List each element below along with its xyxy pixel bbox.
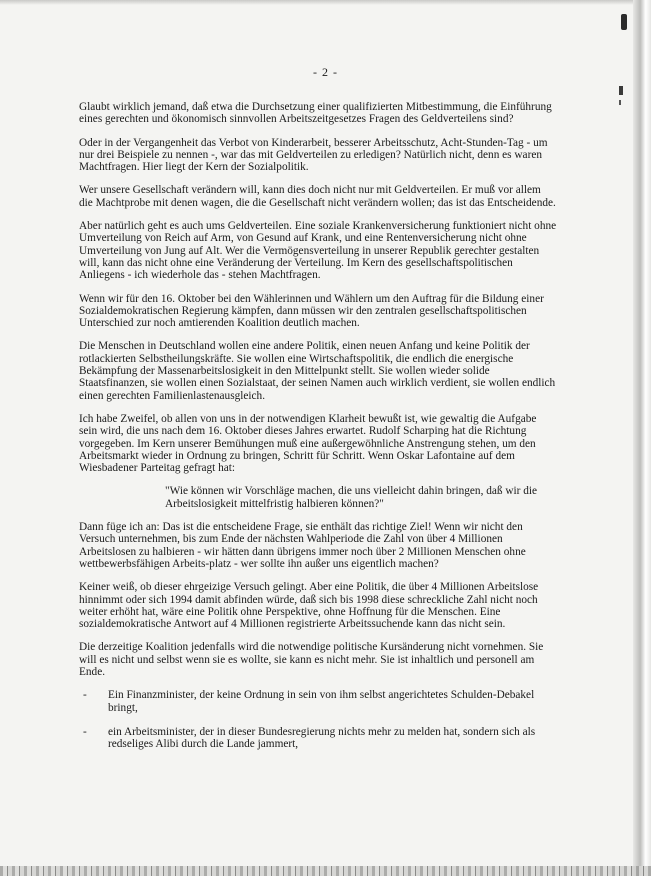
paragraph: Die Menschen in Deutschland wollen eine andere Politik, einen neuen Anfang und keine Politik der rotlackierten Selbstheilungskräfte. Sie wollen eine Wirtschaftspolitik, die endlich die energische Bekämpfung der Massenarbeitslosigkeit in den Mittelpunkt stellt. Sie wollen wieder solide Staatsfinanzen, sie wollen einen Sozialstaat, der seinen Namen auch wirklich verdient, sie wollen endlich einen gerechten Familienlastenausgleich. — [79, 340, 556, 402]
bullet-marker: - — [83, 689, 87, 702]
page-number: - 2 - — [313, 65, 338, 79]
paragraph: Ich habe Zweifel, ob allen von uns in der notwendigen Klarheit bewußt ist, wie gewaltig die Aufgabe sein wird, die uns nach dem 16. Oktober dieses Jahres erwartet. Rudolf Scharping hat die Richtung vorgegeben. Im Kern unserer Bemühungen muß eine außergewöhnliche Anstrengung stehen, um den Arbeitsmarkt wieder in Ordnung zu bringen, Schritt für Schritt. Wenn Oskar Lafontaine auf dem Wiesbadener Parteitag gefragt hat: — [79, 412, 537, 475]
bullet-marker: - — [83, 725, 87, 738]
list-item — [79, 726, 557, 751]
binding-mark — [621, 14, 627, 30]
page-bottom-edge — [0, 866, 651, 876]
paragraph: Keiner weiß, ob dieser ehrgeizige Versuch gelingt. Aber eine Politik, die über 4 Millionen Arbeitslose hinnimmt oder sich 1994 damit abfinden würde, daß sich bis 1998 diese schreckliche Zahl nicht noch weiter erhöht hat, wäre eine Politik ohne Perspektive, ohne Hoffnung für die Menschen. Eine sozialdemokratische Antwort auf 4 Millionen registrierte Arbeitssuchende kann das nicht sein. — [79, 581, 539, 631]
paragraph: Die derzeitige Koalition jedenfalls wird die notwendige politische Kursänderung nicht vornehmen. Sie will es nicht und selbst wenn sie es wollte, sie kann es nicht mehr. Sie ist inhaltlich und personell am Ende. — [79, 641, 544, 678]
paragraph: Oder in der Vergangenheit das Verbot von Kinderarbeit, besserer Arbeitsschutz, Acht-Stunden-Tag - um nur drei Beispiele zu nennen -, war das mit Geldverteilen zu erledigen? Natürlich nicht, denn es waren Machtfragen. Hier liegt der Kern der Sozialpolitik. — [79, 136, 548, 174]
list-item — [79, 689, 557, 714]
paragraph: Wenn wir für den 16. Oktober bei den Wählerinnen und Wählern um den Auftrag für die Bildung einer Sozialdemokratischen Regierung kämpfen, dann müssen wir den zentralen gesellschaftspolitischen Unterschied zur noch amtierenden Koalition deutlich machen. — [79, 292, 544, 330]
paragraph: Wer unsere Gesellschaft verändern will, kann dies doch nicht nur mit Geldverteilen. Er muß vor allem die Machtprobe mit denen wagen, die die Gesellschaft nicht verändern wollen; das ist das Entscheidende. — [79, 184, 556, 209]
list-item-text: ein Arbeitsminister, der in dieser Bundesregierung nichts mehr zu melden hat, sondern sich als redseliges Alibi durch die Lande jammert, — [108, 725, 536, 751]
scan-speck — [619, 86, 623, 95]
page-right-edge — [633, 0, 651, 876]
block-quote: "Wie können wir Vorschläge machen, die uns vielleicht dahin bringen, daß wir die Arbeitslosigkeit mittelfristig halbieren können?" — [165, 485, 538, 510]
paragraph: Dann füge ich an: Das ist die entscheidene Frage, sie enthält das richtige Ziel! Wenn wir nicht den Versuch unternehmen, bis zum Ende der nächsten Wahlperiode die Zahl von über 4 Millionen Arbeitslosen zu halbieren - wir hätten dann übrigens immer noch über 2 Millionen Menschen ohne wettbewerbsfähigen Arbeits-platz - wer sollte ihn außer uns eigentlich machen? — [79, 521, 526, 570]
paragraph: Aber natürlich geht es auch ums Geldverteilen. Eine soziale Krankenversicherung funktioniert nicht ohne Umverteilung von Reich auf Arm, von Gesund auf Krank, und eine Rentenversicherung nicht ohne Umverteilung von Jung auf Alt. Wer die Vermögensverteilung in unserer Republik gerechter gestalten will, kann das nicht ohne eine Veränderung der Verteilung. Im Kern des gesellschaftspolitischen Anliegens - ich wiederhole das - stehen Machtfragen. — [79, 220, 557, 282]
scan-speck — [619, 100, 621, 105]
paragraph: Glaubt wirklich jemand, daß etwa die Durchsetzung einer qualifizierten Mitbestimmung, die Einführung eines gerechten und ökonomisch sinnvollen Arbeitszeitgesetzes Fragen des Geldverteilens sind? — [79, 101, 552, 126]
page-top-edge — [0, 0, 651, 5]
list-item-text: Ein Finanzminister, der keine Ordnung in sein von ihm selbst angerichtetes Schulden-Debakel bringt, — [108, 689, 535, 714]
document-body — [79, 101, 557, 762]
